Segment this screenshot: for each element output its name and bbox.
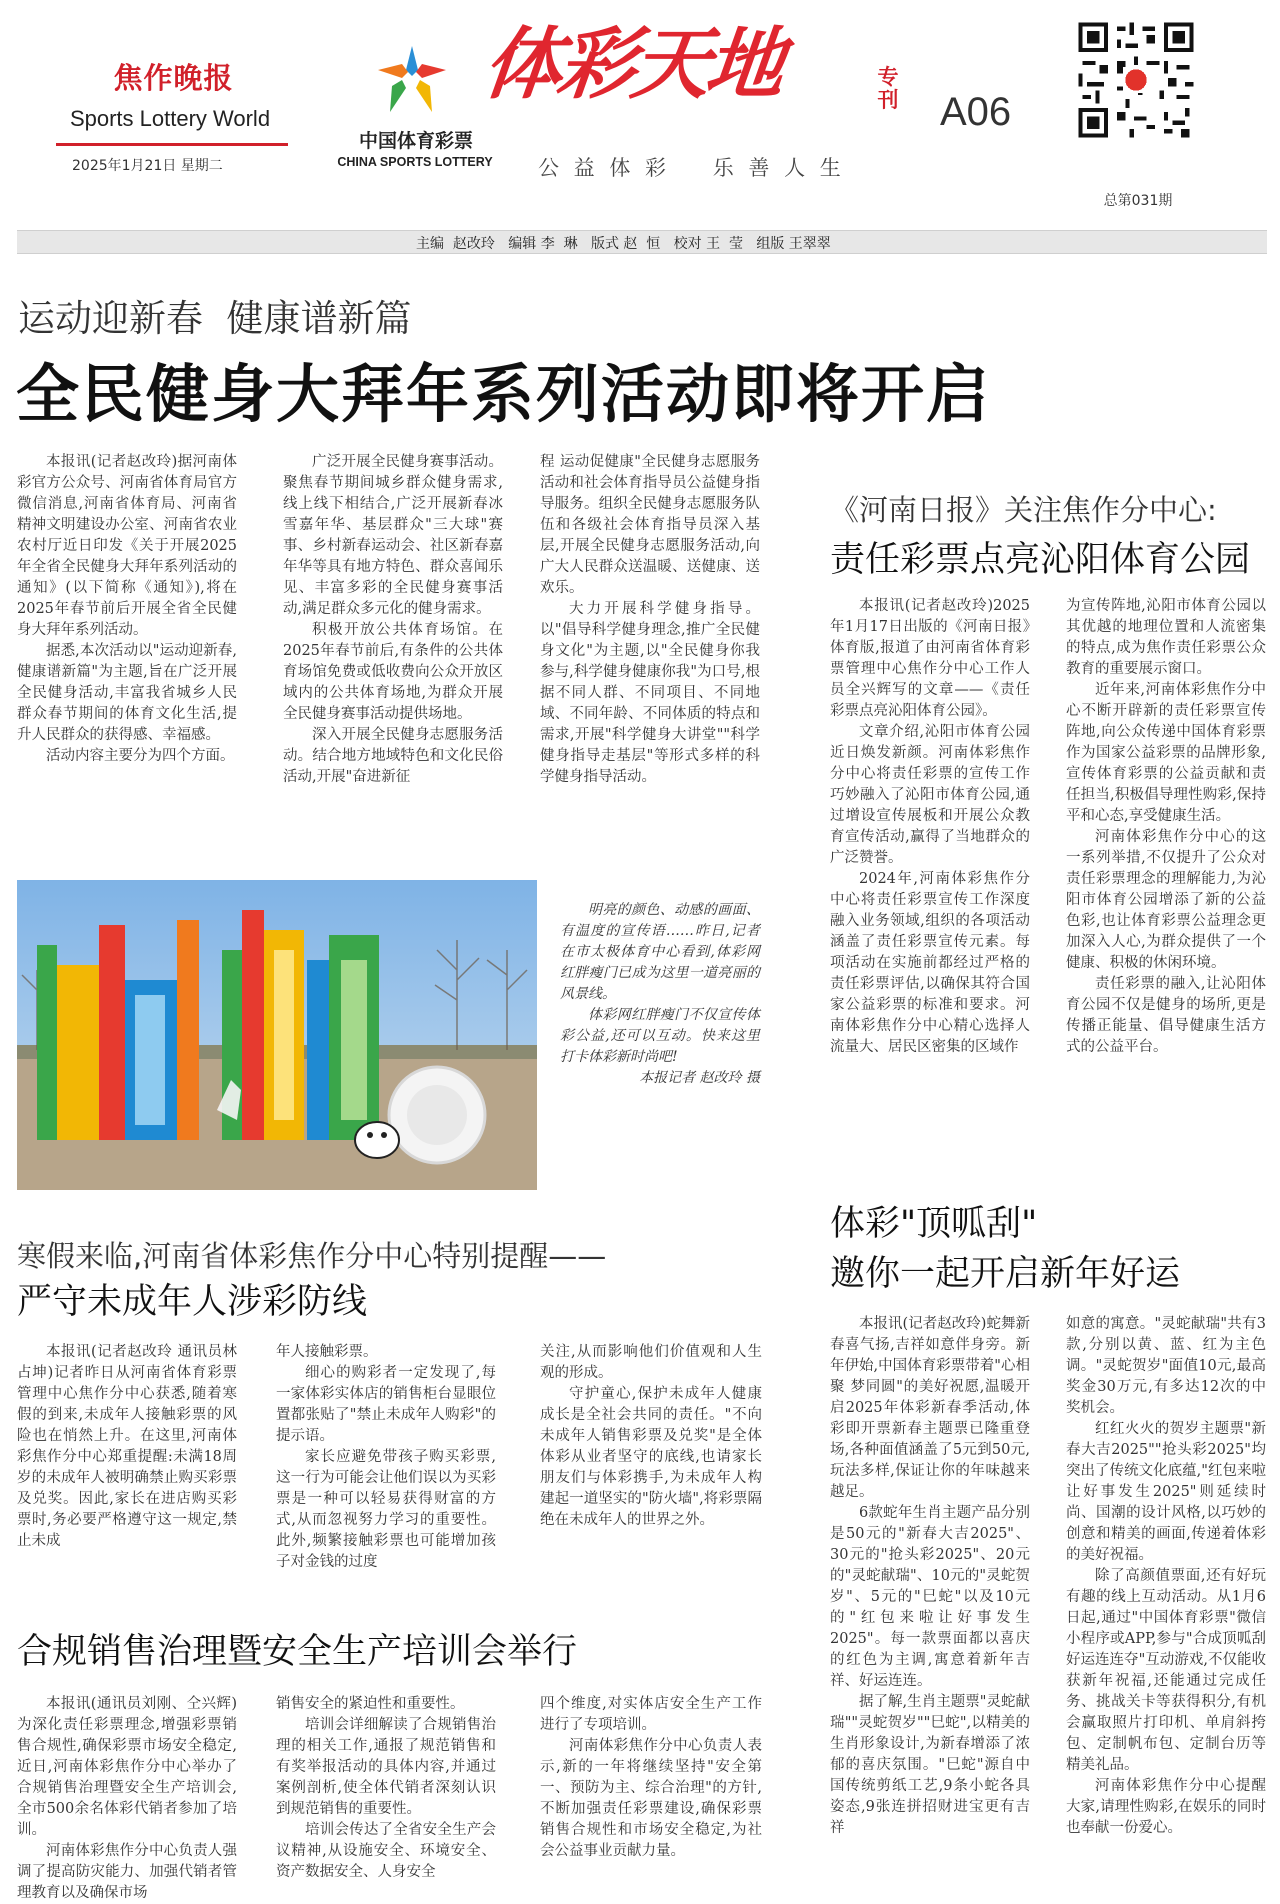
- paragraph: 据悉,本次活动以"运动迎新春,健康谱新篇"为主题,旨在广泛开展全民健身活动,丰富我省城乡人民群众春节期间的体育文化生活,提升人民群众的获得感、幸福感。: [17, 643, 237, 743]
- staff-credits-bar: [17, 230, 1267, 254]
- article3-headline: 严守未成年人涉彩防线: [17, 1282, 368, 1322]
- staff-credits: 主编 赵改玲 编辑 李 琳 版式 赵 恒 校对 王 莹 组版 王翠翠: [416, 236, 831, 252]
- paragraph: 深入开展全民健身志愿服务活动。结合地方地域特色和文化民俗活动,开展"奋进新征: [283, 727, 503, 785]
- paragraph: 6款蛇年生肖主题产品分别是50元的"新春大吉2025"、30元的"抢头彩2025"、20元的"灵蛇献瑞"、10元的"灵蛇贺岁"、5元的"巳蛇"以及10元的"红包来啦让好事发生2025"。每一款票面都以喜庆的红色为主调,寓意着新年吉祥、好运连连。: [830, 1505, 1030, 1689]
- paragraph: 河南体彩焦作分中心负责人强调了提高防灾能力、加强代销者管理教育以及确保市场: [17, 1843, 237, 1901]
- article2-column-1: [830, 596, 1030, 1058]
- paragraph: 培训会详细解读了合规销售治理的相关工作,通报了规范销售和有奖举报活动的具体内容,并通过案例剖析,使全体代销者深刻认识到规范销售的重要性。: [276, 1717, 496, 1817]
- paragraph: 培训会传达了全省安全生产会议精神,从设施安全、环境安全、资产数据安全、人身安全: [276, 1822, 496, 1880]
- paragraph: 如意的寓意。"灵蛇献瑞"共有3款,分别以黄、蓝、红为主色调。"灵蛇贺岁"面值10元,最高奖金30万元,有多达12次的中奖机会。: [1066, 1316, 1266, 1416]
- org-name-en: CHINA SPORTS LOTTERY: [337, 155, 493, 169]
- article5-column-1: [830, 1314, 1030, 1839]
- article1-headline: 全民健身大拜年系列活动即将开启: [16, 358, 991, 431]
- paragraph: 活动内容主要分为四个方面。: [46, 748, 235, 764]
- article4-column-3: [540, 1694, 762, 1862]
- paragraph: 细心的购彩者一定发现了,每一家体彩实体店的销售柜台显眼位置都张贴了"禁止未成年人购彩"的提示语。: [276, 1365, 496, 1444]
- article4-column-1: [17, 1694, 237, 1904]
- issue-date: 2025年1月21日 星期二: [72, 158, 223, 174]
- article1-column-2: [283, 452, 503, 788]
- article5-headline: 邀你一起开启新年好运: [830, 1254, 1181, 1294]
- paragraph: 除了高颜值票面,还有好玩有趣的线上互动活动。从1月6日起,通过"中国体育彩票"微信小程序或APP,参与"合成顶呱刮 好运连连夺"互动游戏,不仅能收获新年祝福,还能通过完成任务、挑战关卡等获得积分,有机会赢取照片打印机、单肩斜挎包、定制帆布包、定制台历等精美礼品。: [1066, 1568, 1266, 1773]
- column-slogan: 公 益 体 彩 乐 善 人 生: [538, 156, 845, 180]
- paragraph: 河南体彩焦作分中心的这一系列举措,不仅提升了公众对责任彩票理念的理解能力,为沁阳市体育公园增添了新的公益色彩,也让体育彩票公益理念更加深入人心,为群众提供了一个健康、积极的休闲环境。: [1066, 829, 1266, 971]
- paragraph: 红红火火的贺岁主题票"新春大吉2025""抢头彩2025"均突出了传统文化底蕴,"红包来啦 让好事发生2025"则延续时尚、国潮的设计风格,以巧妙的创意和精美的画面,传递着体彩的美好祝福。: [1066, 1421, 1266, 1563]
- article4-column-2: [276, 1694, 496, 1883]
- paragraph: 2024年,河南体彩焦作分中心将责任彩票宣传工作深度融入业务领域,组织的各项活动涵盖了责任彩票宣传元素。每项活动在实施前都经过严格的责任彩票评估,以确保其符合国家公益彩票的标准和要求。河南体彩焦作分中心精心选择人流量大、居民区密集的区域作: [830, 871, 1030, 1055]
- paragraph: 文章介绍,沁阳市体育公园近日焕发新颜。河南体彩焦作分中心将责任彩票的宣传工作巧妙融入了沁阳市体育公园,通过增设宣传展板和开展公众教育宣传活动,赢得了当地群众的广泛赞誉。: [830, 724, 1030, 866]
- org-name-cn: 中国体育彩票: [358, 130, 473, 152]
- paragraph: 河南体彩焦作分中心提醒大家,请理性购彩,在娱乐的同时也奉献一份爱心。: [1066, 1778, 1266, 1836]
- article3-column-3: [540, 1342, 762, 1531]
- paper-name-logo: 焦作晚报: [113, 61, 234, 95]
- article2-column-2: [1066, 596, 1266, 1058]
- article4-headline: 合规销售治理暨安全生产培训会举行: [17, 1632, 578, 1672]
- paragraph: 本报讯(记者赵改玲 通讯员林占坤)记者昨日从河南省体育彩票管理中心焦作分中心获悉,随着寒假的到来,未成年人接触彩票的风险也在悄然上升。在这里,河南体彩焦作分中心郑重提醒:未满18周岁的未成年人被明确禁止购买彩票及兑奖。因此,家长在进店购买彩票时,务必要严格遵守这一规定,禁止未成: [17, 1344, 237, 1549]
- article3-kicker: 寒假来临,河南省体彩焦作分中心特别提醒——: [17, 1239, 607, 1273]
- article1-kicker: 运动迎新春 健康谱新篇: [18, 297, 412, 340]
- paragraph: 本报讯(记者赵改玲)据河南体彩官方公众号、河南省体育局官方微信消息,河南省体育局、河南省精神文明建设办公室、河南省农业农村厅近日印发《关于开展2025年全省全民健身大拜年系列活动的通知》(以下简称《通知》),将在2025年春节前后开展全省全民健身大拜年系列活动。: [17, 454, 237, 638]
- paragraph: 为宣传阵地,沁阳市体育公园以其优越的地理位置和人流密集的特点,成为焦作责任彩票公众教育的重要展示窗口。: [1066, 598, 1266, 677]
- paragraph: 本报讯(通讯员刘刚、仝兴辉)为深化责任彩票理念,增强彩票销售合规性,确保彩票市场安全稳定,近日,河南体彩焦作分中心举办了合规销售治理暨安全生产培训会,全市500余名体彩代销者参加了培训。: [17, 1696, 237, 1838]
- article3-column-2: [276, 1342, 496, 1573]
- photo-caption: [560, 900, 760, 1089]
- qr-code-icon: [1074, 18, 1198, 142]
- article1-column-3: [540, 452, 760, 788]
- paragraph: 本报讯(记者赵改玲)2025年1月17日出版的《河南日报》体育版,报道了由河南省体育彩票管理中心焦作分中心工作人员全兴辉写的文章——《责任彩票点亮沁阳体育公园》。: [830, 598, 1030, 719]
- page-number: A06: [940, 90, 1012, 134]
- paragraph: 近年来,河南体彩焦作分中心不断开辟新的责任彩票宣传阵地,向公众传递中国体育彩票作为国家公益彩票的品牌形象,宣传体育彩票的公益贡献和责任担当,积极倡导理性购彩,保持平和心态,享受健康生活。: [1066, 682, 1266, 824]
- paragraph: 河南体彩焦作分中心负责人表示,新的一年将继续坚持"安全第一、预防为主、综合治理"的方针,不断加强责任彩票建设,确保彩票销售合规性和市场安全稳定,为社会公益事业贡献力量。: [540, 1738, 762, 1859]
- caption-paragraph: 明亮的颜色、动感的画面、有温度的宣传语……昨日,记者在市太极体育中心看到,体彩网红胖瘦门已成为这里一道亮丽的风景线。: [560, 902, 760, 1002]
- article5-column-2: [1066, 1314, 1266, 1839]
- paragraph: 年人接触彩票。: [276, 1344, 378, 1360]
- paragraph: 程 运动促健康"全民健身志愿服务活动和社会体育指导员公益健身指导服务。组织全民健身志愿服务队伍和各级社会体育指导员深入基层,开展全民健身志愿服务活动,向广大人民群众送温暖、送健康、送欢乐。: [540, 454, 760, 596]
- lottery-gate-photo: [17, 880, 537, 1190]
- article1-column-1: [17, 452, 237, 767]
- article5-kicker: 体彩"顶呱刮": [830, 1204, 1038, 1244]
- article2-kicker: 《河南日报》关注焦作分中心:: [830, 493, 1217, 527]
- paper-name-en: Sports Lottery World: [69, 106, 271, 131]
- china-sports-lottery-logo-icon: [372, 40, 452, 120]
- paragraph: 守护童心,保护未成年人健康成长是全社会共同的责任。"不向未成年人销售彩票及兑奖"是全体体彩从业者坚守的底线,也请家长朋友们与体彩携手,为未成年人构建起一道坚实的"防火墙",将彩票隔绝在未成年人的世界之外。: [540, 1386, 762, 1528]
- issue-number: 总第031期: [1103, 193, 1173, 209]
- article2-headline: 责任彩票点亮沁阳体育公园: [830, 540, 1251, 580]
- paragraph: 广泛开展全民健身赛事活动。聚焦春节期间城乡群众健身需求,线上线下相结合,广泛开展新春冰雪嘉年华、基层群众"三大球"赛事、乡村新春运动会、社区新春嘉年华等具有地方特色、群众喜闻乐见、丰富多彩的全民健身赛事活动,满足群众多元化的健身需求。: [283, 454, 503, 617]
- column-title: 体彩天地: [479, 20, 785, 110]
- paragraph: 责任彩票的融入,让沁阳体育公园不仅是健身的场所,更是传播正能量、倡导健康生活方式的公益平台。: [1066, 976, 1266, 1055]
- caption-paragraph: 体彩网红胖瘦门不仅宣传体彩公益,还可以互动。快来这里打卡体彩新时尚吧!: [560, 1007, 760, 1065]
- photo-byline: 本报记者 赵改玲 摄: [639, 1070, 760, 1086]
- paragraph: 大力开展科学健身指导。以"倡导科学健身理念,推广全民健身文化"为主题,以"全民健身你我参与,科学健身健康你我"为口号,根据不同人群、不同项目、不同地域、不同年龄、不同体质的特点和需求,开展"科学健身大讲堂""科学健身指导走基层"等形式多样的科学健身指导活动。: [540, 601, 760, 785]
- paragraph: 关注,从而影响他们价值观和人生观的形成。: [540, 1344, 762, 1381]
- paragraph: 积极开放公共体育场馆。在2025年春节前后,有条件的公共体育场馆免费或低收费向公众开放区域内的公共体育场地,为群众开展全民健身赛事活动提供场地。: [283, 622, 503, 722]
- paragraph: 四个维度,对实体店安全生产工作进行了专项培训。: [540, 1696, 762, 1733]
- article3-column-1: [17, 1342, 237, 1552]
- paragraph: 本报讯(记者赵改玲)蛇舞新春喜气扬,吉祥如意伴身旁。新年伊始,中国体育彩票带着"心相聚 梦同圆"的美好祝愿,温暖开启2025年体彩新春季活动,体彩即开票新春主题票已隆重登场,各种面值涵盖了5元到50元,玩法多样,保证让你的年味越来越足。: [830, 1316, 1030, 1500]
- masthead-rule: [56, 143, 288, 146]
- paragraph: 销售安全的紧迫性和重要性。: [276, 1696, 465, 1712]
- paragraph: 据了解,生肖主题票"灵蛇献瑞""灵蛇贺岁""巳蛇",以精美的生肖形象设计,为新春增添了浓郁的喜庆氛围。"巳蛇"源自中国传统剪纸工艺,9条小蛇各具姿态,9张连拼招财进宝更有吉祥: [830, 1694, 1030, 1836]
- paragraph: 家长应避免带孩子购买彩票,这一行为可能会让他们误以为买彩票是一种可以轻易获得财富的方式,从而忽视努力学习的重要性。此外,频繁接触彩票也可能增加孩子对金钱的过度: [276, 1449, 496, 1570]
- column-suffix: 专刊: [877, 65, 899, 112]
